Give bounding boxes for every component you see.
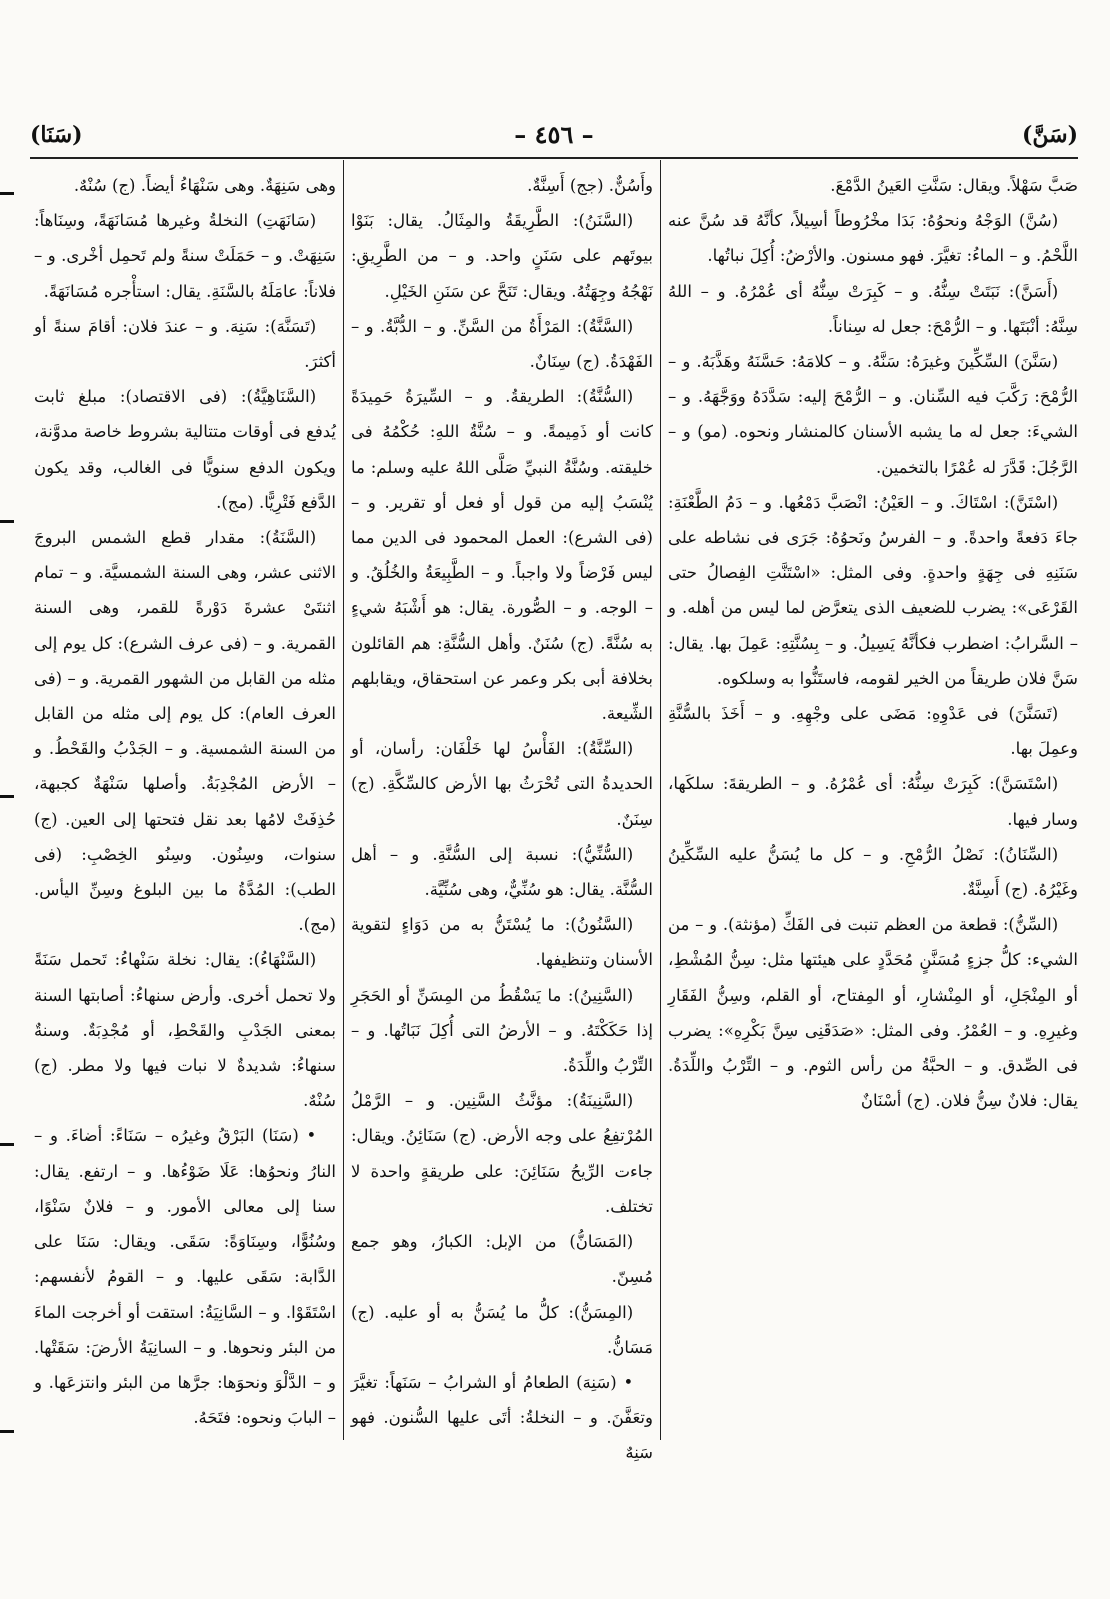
column-right-para-5: (تَسَنَّنَ) فى عَدْوِهِ: مَضَى على وجْهِهِ. و – أَخَذَ بالسُّنَّةِ وعمِلَ بها. xyxy=(668,704,1078,759)
margin-mark xyxy=(0,1143,14,1146)
column-left-para-6: • (سَنَا) البَرْقُ وغيرُه – سَنَاءً: أضاءَ. و – النارُ ونحوُها: عَلَا ضَوْءُها. و – ارتفع. يقال: سنا إلى معالى الأمور. و – فلانٌ سَنْوًا، وسُنُوًّا، وسِنَاوَةً: سَقَى. ويقال: سَنَا على الدَّابة: سَقَى عليها. و – القومُ لأنفسهم: اسْتَقَوْا. و – السَّانِيَةُ: استقت أو أخرجت الماءَ من البئر ونحوها. و – السانِيَةُ الأرضَ: سَقَتْها. و – الدَّلْوَ ونحوَها: جرَّها من البئر وانتزعَها. و – البابَ ونحوه: فتَحَهُ. xyxy=(34,1126,336,1428)
column-left-para-3: (السَّنَاهِيَّةُ): (فى الاقتصاد): مبلغ ثابت يُدفع فى أوقات متتالية بشروط خاصة مدوَّنة، ويكون الدفع سنويًّا فى الغالب، وقد يكون الدَّفع فَتْرِيًّا. (مج). xyxy=(34,387,336,512)
column-right-para-3: (سَنَّنَ) السِّكِّينَ وغيرَهُ: سَنَّهُ. و – كلامَهُ: حَسَّنَهُ وهَذَّبَهُ. و – الرُّمْحَ: رَكَّبَ فيه السِّنان. و – الرُّمْحَ إليه: سَدَّدَهُ ووَجَّهَهُ. و – الشيءَ: جعل له ما يشبه الأسنان كالمنشار ونحوه. (مو) و – الرَّجُلَ: قَدَّرَ له عُمْرًا بالتخمين. xyxy=(668,352,1078,477)
column-divider-left xyxy=(343,160,344,1440)
column-right-para-6: (اسْتَسَنَّ): كَبِرَتْ سِنُّهُ: أى عُمْرُهُ. و – الطريقةَ: سلكَها، وسار فيها. xyxy=(668,774,1078,829)
column-right-para-2: (أَسَنَّ): نَبَتَتْ سِنُّهُ. و – كَبِرَتْ سِنُّهُ أى عُمْرُهُ. و – اللهُ سِنَّهُ: أنْبَتَها. و – الرُّمْحَ: جعل له سِناناً. xyxy=(668,281,1078,336)
column-middle-para-4: (السِّنَّةُ): الفَأْسُ لها خَلْفَان: رأسان، أو الحديدةُ التى تُحْرَثُ بها الأرض كالسِّكَّةِ. (ج) سِنَنٌ. xyxy=(351,739,653,829)
column-middle-para-5: (السُّنِّيُّ): نسبة إلى السُّنَّةِ. و – أهل السُّنَّة. يقال: هو سُنِّيٌّ، وهى سُنِّيَّة. xyxy=(351,844,653,900)
column-middle-para-7: (السَّنِينُ): ما يَسْقُطُ من المِسَنِّ أو الحَجَرِ إذا حَكَكْتَهُ. و – الأرضُ التى أُكِلَ نَبَاتُها. و – التِّرْبُ واللِّدَةُ. xyxy=(351,985,653,1076)
page-header xyxy=(30,118,1078,158)
column-right-para-0: صَبَّ سَهْلاً. ويقال: سَنَّتِ العَينُ الدَّمْعَ. xyxy=(830,176,1078,195)
column-middle-para-6: (السَّنُونُ): ما يُسْتَنُّ به من دَوَاءٍ لتقوية الأسنان وتنظيفها. xyxy=(351,915,653,970)
column-middle-para-0: وأَسُنٌّ. (جج) أَسِنَّةٌ. xyxy=(527,176,653,195)
column-left xyxy=(34,168,336,1438)
column-middle xyxy=(351,168,653,1463)
column-left-para-1: (سَانَهَتِ) النخلةُ وغيرها مُسَانَهَةً، وسِنَاهاً: سَنِهَتْ. و – حَمَلَتْ سنةً ولم تَحمِل أخْرى. و – فلاناً: عامَلَهُ بالسَّنَةِ. يقال: استأْجره مُسَانَهَةً. xyxy=(34,211,336,301)
margin-mark xyxy=(0,192,14,195)
column-right-para-4: (اسْتَنَّ): اسْتَاكَ. و – العَيْنُ: انْصَبَّ دَمْعُها. و – دَمُ الطَّعْنَةِ: جاءَ دَفعةً واحدةً. و – الفرسُ ونَحوُهُ: جَرَى فى نشاطه على سَنَنِهِ فى جِهَةٍ واحدةٍ. وفى المثل: «اسْتَنَّتِ الفِصالُ حتى القَرْعَى»: يضرب للضعيف الذى يتعرَّض لما ليس من أهله. و – السَّرابُ: اضطرب فكأنَّهُ يَسِيلُ. و – بِسُنَّتِهِ: عَمِلَ بها. يقال: سَنَّ فلان طريقاً من الخير لقومه، فاستَنُّوا به وسلكوه. xyxy=(668,492,1078,688)
column-middle-para-2: (السَّنَّةُ): المَرْأَةُ من السَّنِّ. و – الدُّبَّةُ. و – الفَهْدَةُ. (ج) سِنَانٌ. xyxy=(351,316,653,372)
header-rule xyxy=(30,157,1078,159)
column-left-para-4: (السَّنَةُ): مقدار قطع الشمس البروجَ الاثنى عشر، وهى السنة الشمسيَّة. و – تمام اثنتَىْ عشرةَ دَوْرةً للقمر، وهى السنة القمرية. و – (فى عرف الشرع): كل يوم إلى مثله من القابل من الشهور القمرية. و – (فى العرف العام): كل يوم إلى مثله من القابل من السنة الشمسية. و – الجَدْبُ والقَحْطُ. و – الأرض المُجْدِبَةُ. وأصلها سَنْهَةٌ كجبهة، حُذِفَتْ لامُها بعد نقل فتحتها إلى العين. (ج) سنوات، وسِنُون. وسِنُو الخِصْبِ: (فى الطب): المُدَّةُ ما بين البلوغ وسِنِّ اليأس. (مج). xyxy=(34,528,336,935)
column-divider-right xyxy=(660,160,661,1440)
column-right-para-8: (السِّنُّ): قطعة من العظم تنبت فى الفَكِّ (مؤنثة). و – من الشيء: كلُّ جزءٍ مُسَنَّنٍ مُحَدَّدٍ على هيئتها مثل: سِنُّ المُشْطِ، أو المِنْجَلِ، أو المِنْشارِ، أو المِفتاح، أو القلم، وسِنُّ الفَقَارِ وغيرِهِ. و – العُمْرُ. وفى المثل: «صَدَقَنِى سِنَّ بَكْرِهِ»: يضرب فى الصِّدق. و – الحبَّةُ من رأس الثوم. و – التِّرْبُ واللِّدَةُ. يقال: فلانٌ سِنُّ فلان. (ج) أسْنَانٌ xyxy=(668,915,1078,1111)
column-middle-para-9: (المَسَانُّ) من الإبل: الكبارُ، وهو جمع مُسِنّ. xyxy=(351,1232,653,1287)
header-root-left: (سَنَا) xyxy=(30,122,83,148)
column-middle-para-1: (السَّنَنُ): الطَّرِيقَةُ والمِثَالُ. يقال: بَنَوْا بيوتَهم على سَنَنٍ واحد. و – من الطَّرِيقِ: نَهْجُهُ وجِهَتُهُ. ويقال: تَنَحَّ عن سَنَنِ الخَيْلِ. xyxy=(351,211,653,301)
column-middle-para-11: • (سَنِهَ) الطعامُ أو الشرابُ – سَنَهاً: تغيَّرَ وتعَفَّنَ. و – النخلةُ: أتَى عليها السُّنون. فهو سَنِهٌ xyxy=(351,1372,653,1463)
margin-mark xyxy=(0,520,14,523)
column-middle-para-3: (السُّنَّةُ): الطريقةُ. و – السِّيرَةُ حَمِيدَةً كانت أو ذَمِيمةً. و – سُنَّةُ اللهِ: حُكْمُهُ فى خليقته. وسُنَّةُ النبيِّ صَلَّى اللهُ عليه وسلم: ما يُنْسَبُ إليه من قول أو فعل أو تقرير. و – (فى الشرع): العمل المحمود فى الدين مما ليس فَرْضاً ولا واجباً. و – الطَّبِيعَةُ والخُلُقُ. و – الوجه. و – الصُّورة. يقال: هو أَشْبَهُ شيءٍ به سُنَّةً. (ج) سُنَنٌ. وأهل السُّنَّةِ: هم القائلون بخلافة أبى بكر وعمر عن استحقاق، ويقابلهم الشِّيعة. xyxy=(351,387,653,724)
column-left-para-5: (السَّنْهَاءُ): يقال: نخلة سَنْهاءُ: تَحمل سَنَةً ولا تحمل أخرى. وأرض سنهاءُ: أصابتها السنة بمعنى الجَدْبِ والقَحْطِ، أو مُجْدِبَةٌ. وسنةٌ سنهاءُ: شديدةٌ لا نبات فيها ولا مطر. (ج) سُنْهٌ. xyxy=(34,950,336,1111)
margin-mark xyxy=(0,795,14,798)
margin-mark xyxy=(0,1430,14,1433)
header-root-right: (سَنَّ) xyxy=(1022,122,1078,148)
column-left-para-2: (تَسَنَّهَ): سَنِهَ. و – عندَ فلان: أقامَ سنةً أو أكثرَ. xyxy=(34,316,336,372)
column-left-para-0: وهى سَنِهَةٌ. وهى سَنْهَاءُ أيضاً. (ج) سُنْهٌ. xyxy=(73,176,336,195)
column-right-para-1: (سُنَّ) الوَجْهُ ونحوُهُ: بَدَا مخْرُوطاً أسِيلاً، كأنَّهُ قد سُنَّ عنه اللَّحْمُ. و – الماءُ: تغيَّرَ. فهو مسنون. والأرْضُ: أُكِلَ نباتُها. xyxy=(668,211,1078,266)
column-middle-para-10: (المِسَنُّ): كلُّ ما يُسَنُّ به أو عليه. (ج) مَسَانُّ. xyxy=(351,1302,653,1357)
page-number: – ٤٥٦ – xyxy=(514,120,594,149)
column-middle-para-8: (السَّنِينَةُ): مؤنَّثُ السَّنِين. و – الرَّمْلُ المُرْتفِعُ على وجه الأرض. (ج) سَنَائِنُ. ويقال: جاءت الرِّيحُ سَنَائِنَ: على طريقةٍ واحدة لا تختلف. xyxy=(351,1091,653,1216)
column-right-para-7: (السِّنَانُ): نَصْلُ الرُّمْحِ. و – كل ما يُسَنُّ عليه السِّكِّينُ وغَيْرُهُ. (ج) أَسِنَّةٌ. xyxy=(668,844,1078,900)
column-right xyxy=(668,168,1078,1438)
